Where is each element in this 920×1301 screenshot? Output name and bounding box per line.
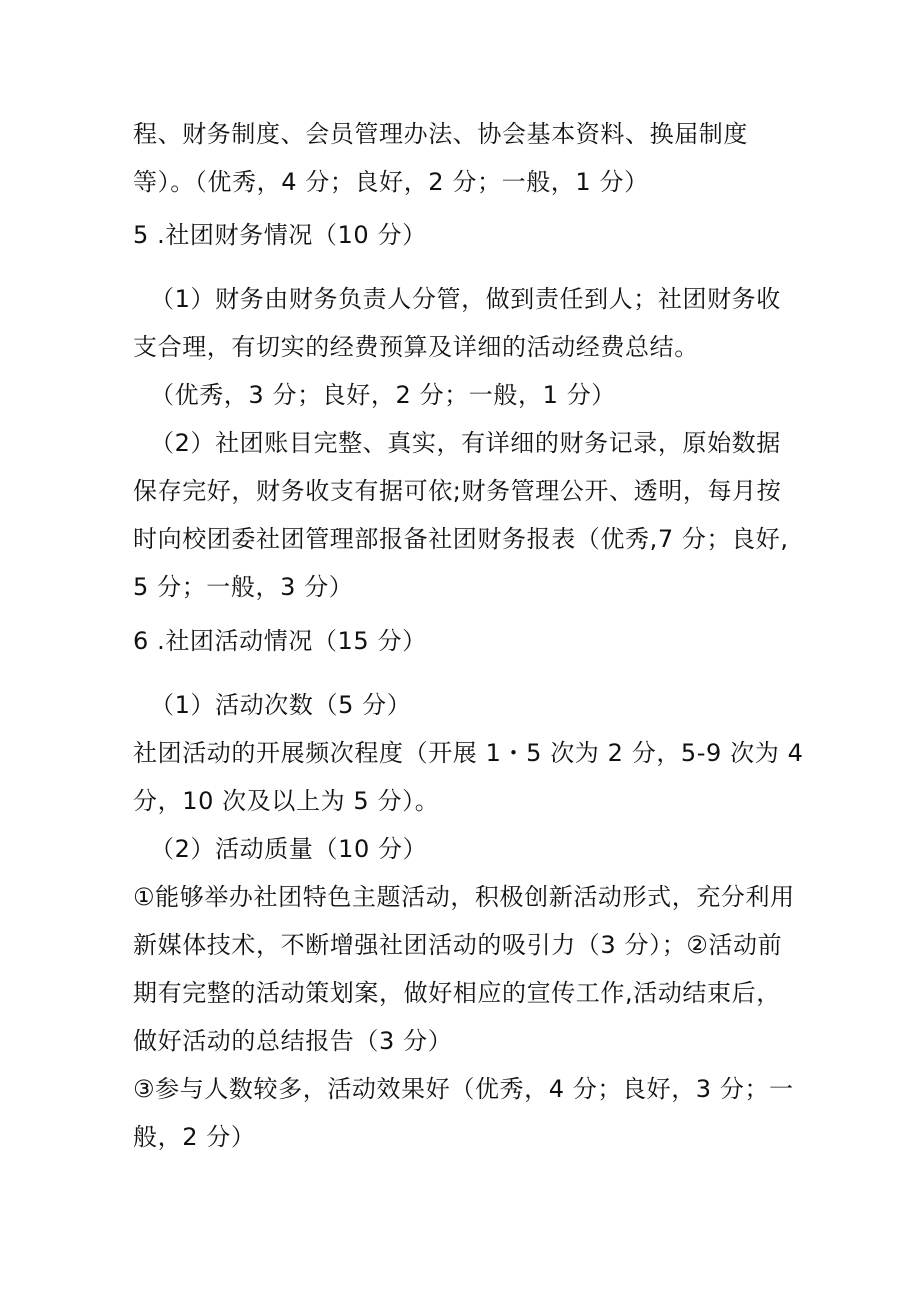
text-line: 期有完整的活动策划案，做好相应的宣传工作,活动结束后， [133, 979, 781, 1007]
text-line: （1）财务由财务负责人分管，做到责任到人；社团财务收 [150, 285, 781, 313]
text-line: 保存完好，财务收支有据可依;财务管理公开、透明，每月按 [133, 477, 782, 505]
text-line: 程、财务制度、会员管理办法、协会基本资料、换届制度 [133, 120, 748, 148]
text-line: 做好活动的总结报告（3 分） [133, 1027, 453, 1055]
text-line: 分，10 次及以上为 5 分）。 [133, 787, 440, 815]
text-line: （优秀，3 分；良好，2 分；一般，1 分） [150, 381, 616, 409]
section-heading: 5 .社团财务情况（10 分） [133, 221, 427, 249]
text-line: ③参与人数较多，活动效果好（优秀，4 分；良好，3 分；一 [133, 1075, 794, 1103]
text-line: 5 分；一般，3 分） [133, 573, 354, 601]
text-line: 支合理，有切实的经费预算及详细的活动经费总结。 [133, 333, 699, 361]
text-line: ①能够举办社团特色主题活动，积极创新活动形式，充分利用 [133, 883, 795, 911]
text-line: （2）活动质量（10 分） [150, 835, 428, 863]
text-line: （2）社团账目完整、真实，有详细的财务记录，原始数据 [150, 429, 781, 457]
text-line: 时向校团委社团管理部报备社团财务报表（优秀,7 分；良好, [133, 525, 789, 553]
text-line: 般，2 分） [133, 1123, 256, 1151]
section-heading: 6 .社团活动情况（15 分） [133, 627, 427, 655]
text-line: （1）活动次数（5 分） [150, 691, 412, 719]
text-line: 社团活动的开展频次程度（开展 1・5 次为 2 分，5-9 次为 4 [133, 739, 804, 767]
text-line: 等）。（优秀，4 分；良好，2 分；一般，1 分） [133, 168, 649, 196]
text-line: 新媒体技术，不断增强社团活动的吸引力（3 分）；②活动前 [133, 931, 783, 959]
